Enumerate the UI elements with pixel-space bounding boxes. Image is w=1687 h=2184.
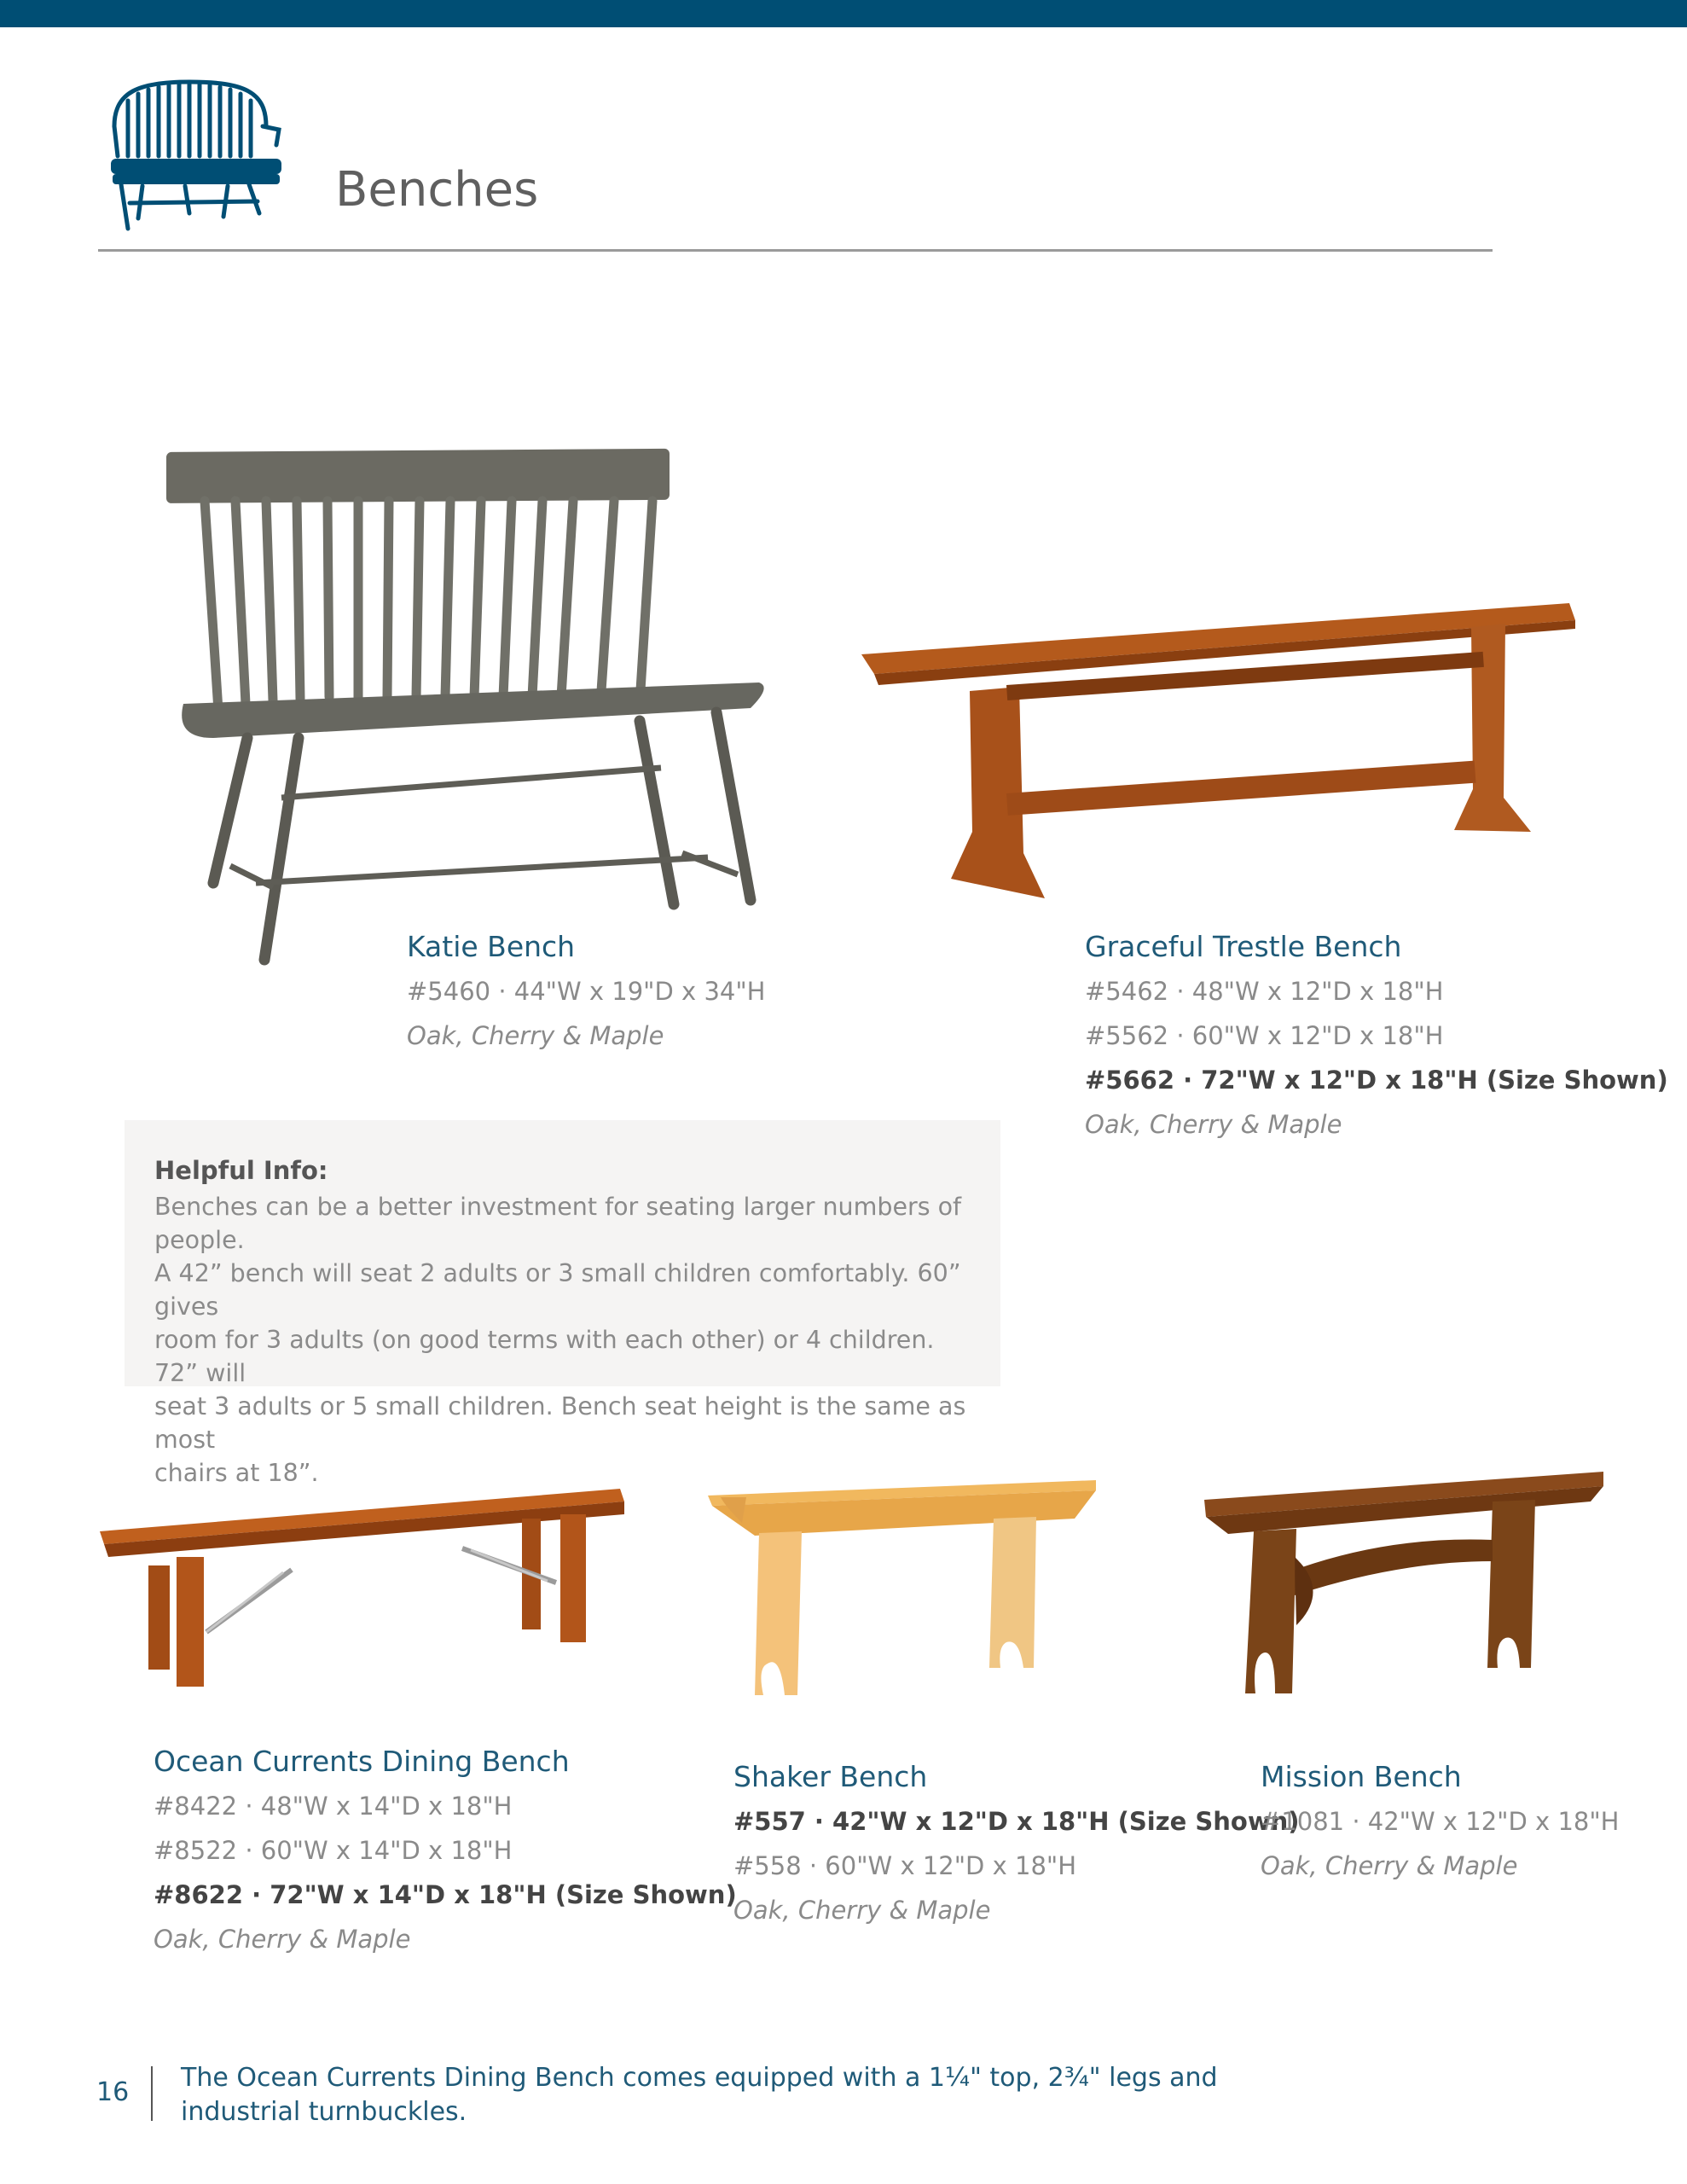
product-name: Shaker Bench (733, 1760, 928, 1793)
footer-note: The Ocean Currents Dining Bench comes equipped with a 1¼" top, 2¾" legs and industrial turnbuckles. (181, 2063, 1218, 2127)
product-finish: Oak, Cherry & Maple (1085, 1110, 1342, 1139)
helpful-info-body: Benches can be a better investment for seating larger numbers of people. A 42” bench will seat 2 adults or 3 small children comfortably. 60” gives room for 3 adults (on good terms with each other) or 4 children. 72” will seat 3 adults or 5 small children. Bench seat height is the same as most chairs at 18”. (154, 1193, 966, 1487)
product-name: Ocean Currents Dining Bench (154, 1745, 570, 1778)
katie-bench-image (162, 448, 768, 968)
page-title: Benches (335, 162, 539, 218)
product-spec: #558 · 60"W x 12"D x 18"H (733, 1851, 1077, 1880)
shaker-bench-info (733, 1760, 1300, 1937)
product-name: Katie Bench (407, 930, 576, 963)
product-spec-shown: #8622 · 72"W x 14"D x 18"H (Size Shown) (154, 1880, 737, 1909)
product-spec: #5460 · 44"W x 19"D x 34"H (407, 977, 766, 1006)
product-finish: Oak, Cherry & Maple (1261, 1851, 1518, 1880)
graceful-trestle-bench-info (1085, 930, 1668, 1152)
top-banner (0, 0, 1687, 27)
product-finish: Oak, Cherry & Maple (154, 1925, 411, 1954)
windsor-bench-icon (104, 75, 285, 234)
product-finish: Oak, Cherry & Maple (733, 1896, 991, 1925)
product-spec: #5562 · 60"W x 12"D x 18"H (1085, 1021, 1444, 1050)
header-divider (98, 249, 1493, 252)
ocean-currents-bench-image (96, 1480, 624, 1702)
mission-bench-image (1203, 1467, 1603, 1706)
product-spec: #5462 · 48"W x 12"D x 18"H (1085, 977, 1444, 1006)
product-name: Mission Bench (1261, 1760, 1462, 1793)
product-spec-shown: #557 · 42"W x 12"D x 18"H (Size Shown) (733, 1807, 1300, 1836)
product-spec: #8422 · 48"W x 14"D x 18"H (154, 1792, 513, 1821)
product-finish: Oak, Cherry & Maple (407, 1021, 664, 1050)
graceful-trestle-bench-image (857, 584, 1591, 917)
product-name: Graceful Trestle Bench (1085, 930, 1402, 963)
page-number: 16 (96, 2077, 130, 2107)
helpful-info-title: Helpful Info: (154, 1156, 328, 1185)
product-spec: #8522 · 60"W x 14"D x 18"H (154, 1836, 513, 1865)
katie-bench-info (407, 930, 766, 1063)
product-spec: #1081 · 42"W x 12"D x 18"H (1261, 1807, 1620, 1836)
ocean-currents-bench-info (154, 1745, 737, 1966)
helpful-info-box (125, 1120, 1000, 1487)
mission-bench-info (1261, 1760, 1620, 1893)
footer-divider (151, 2066, 153, 2121)
shaker-bench-image (708, 1472, 1100, 1702)
product-spec-shown: #5662 · 72"W x 12"D x 18"H (Size Shown) (1085, 1066, 1668, 1095)
